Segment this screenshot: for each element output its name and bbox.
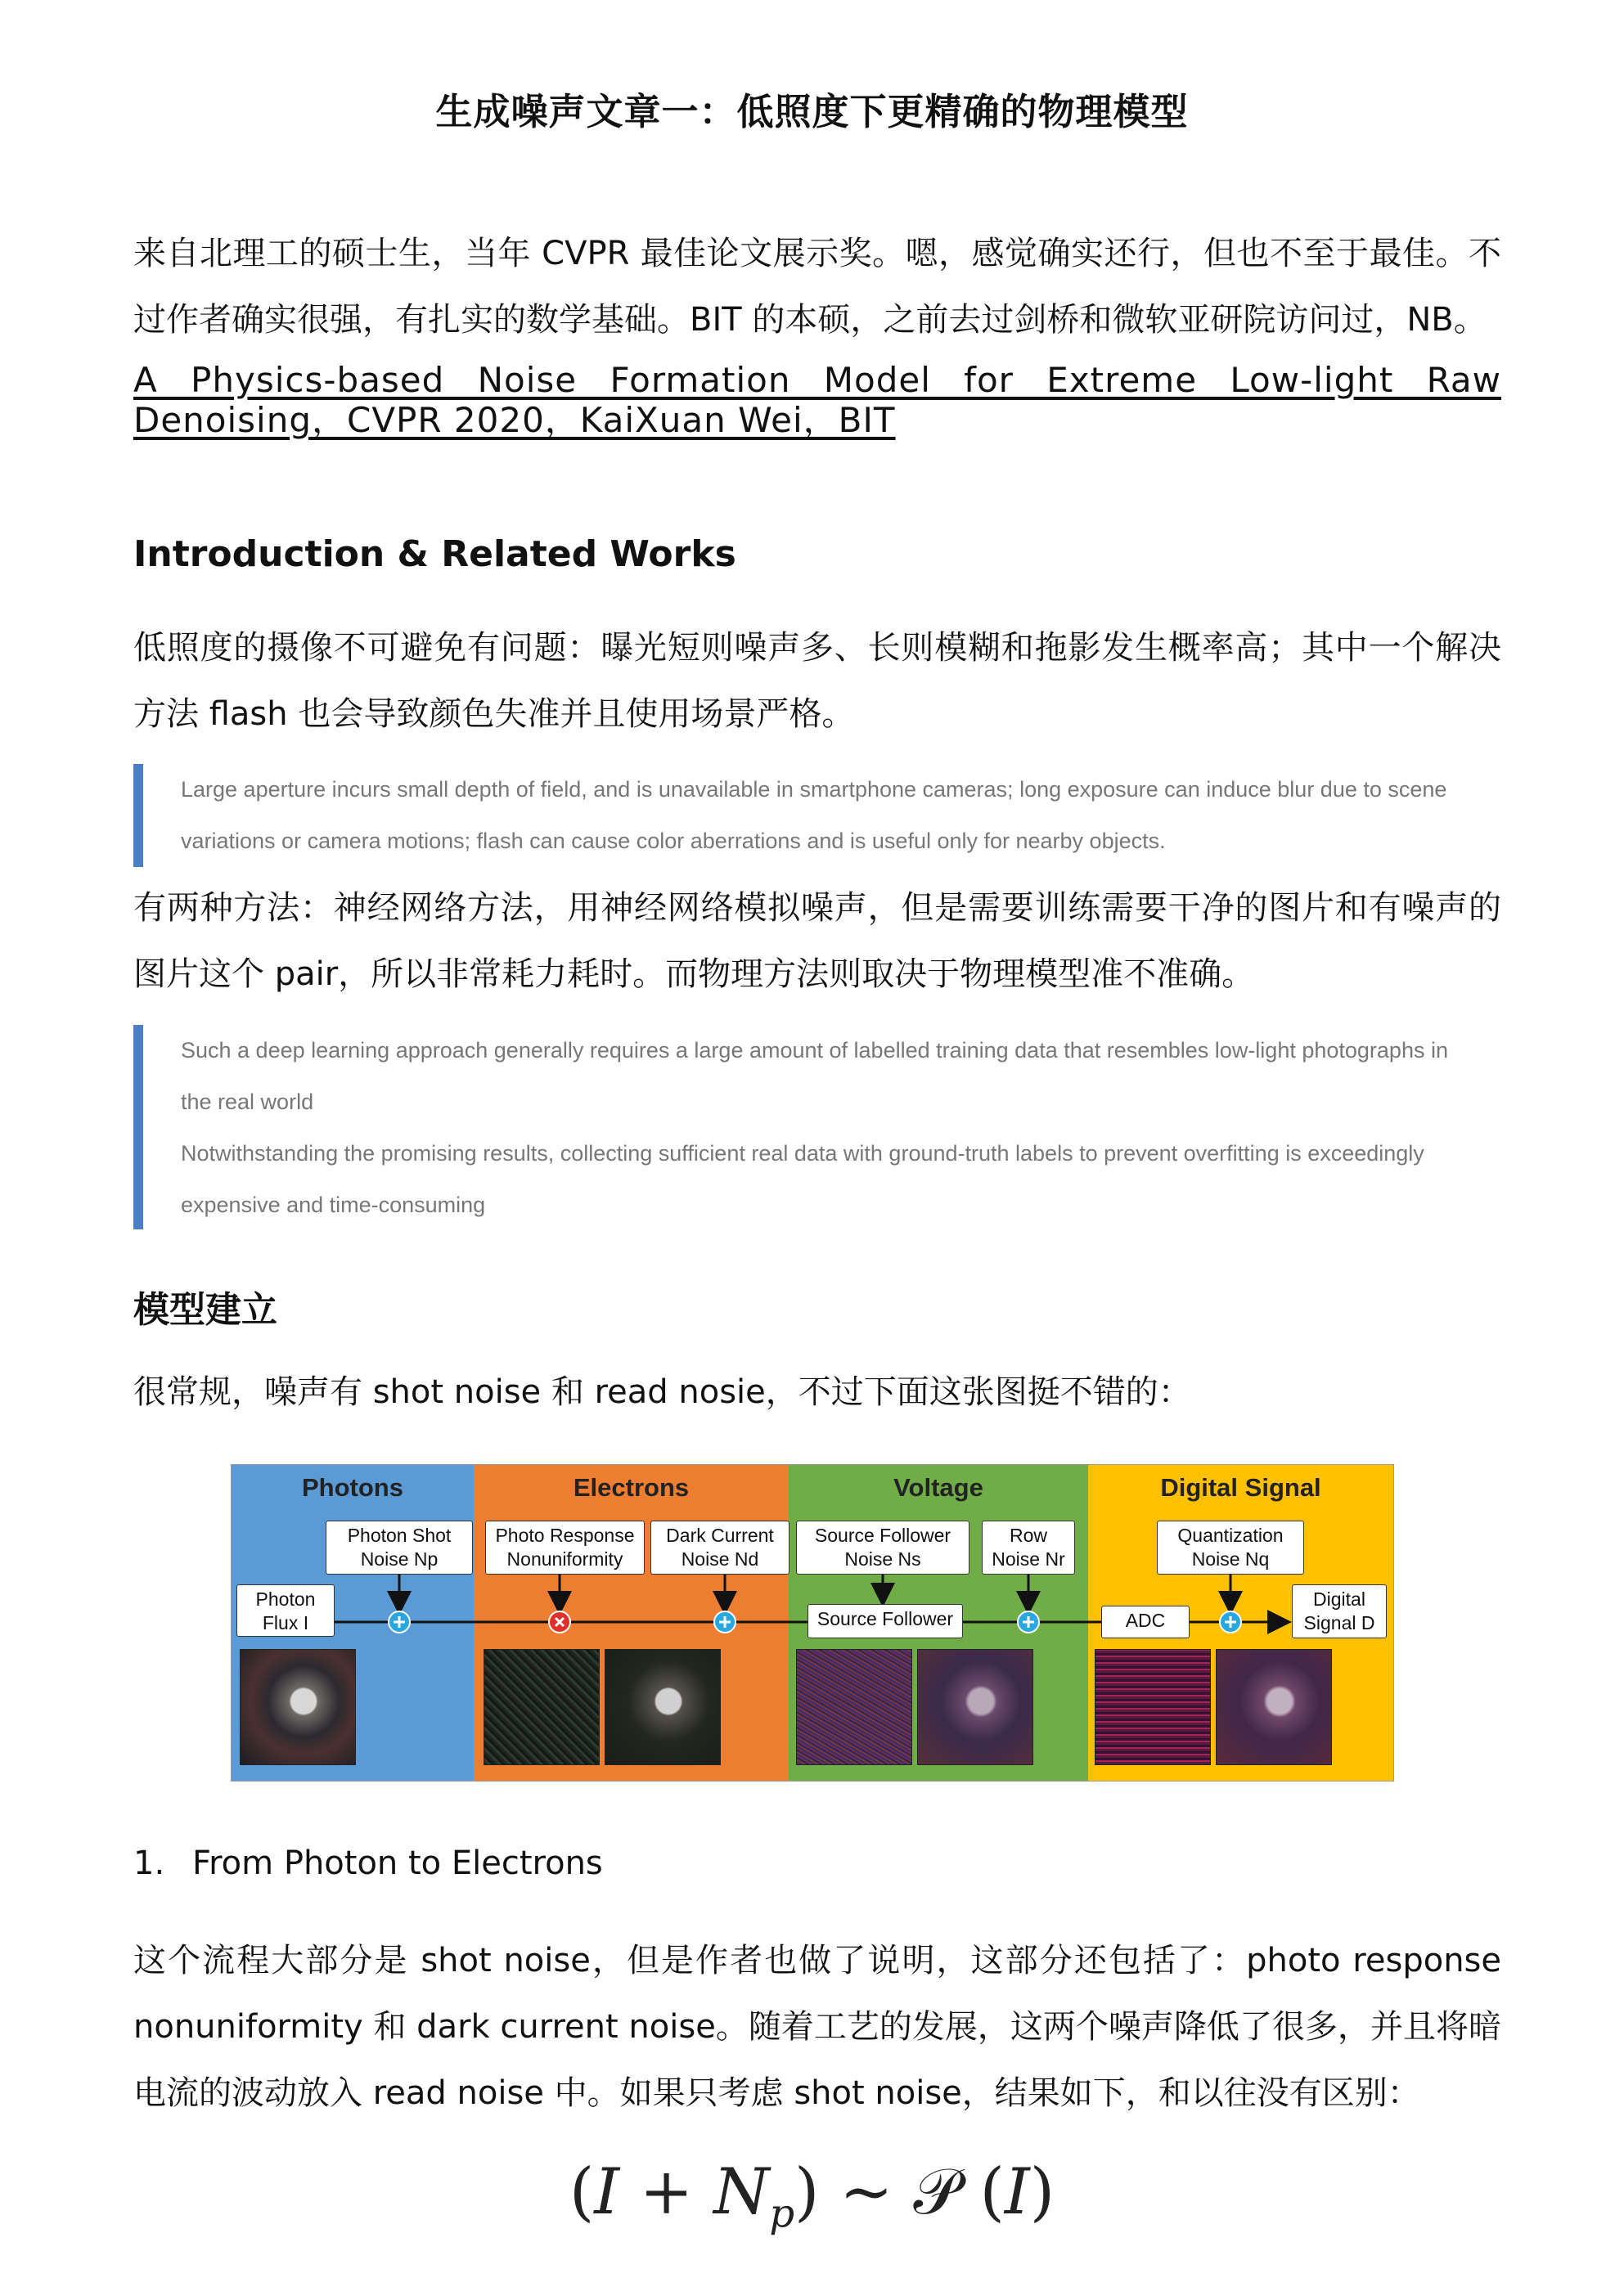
adc-box: ADC [1101,1606,1190,1638]
box-line: Photon [255,1588,316,1610]
box-line: Photon Shot [347,1525,452,1546]
digital-signal-box [1292,1584,1387,1638]
electron-sample-image-2 [605,1649,721,1765]
shot-noise-paragraph: 这个流程大部分是 shot noise，但是作者也做了说明，这部分还包括了：photo response nonuniformity 和 dark current noise。随着工艺的发展，这两个噪声降低了很多，并且将暗电流的波动放入 read noise 中。如果只考虑 shot noise，结果如下，和以往没有区别： [133,1942,1501,2112]
intro-problem-paragraph: 低照度的摄像不可避免有问题：曝光短则噪声多、长则模糊和拖影发生概率高；其中一个解决方法 flash 也会导致颜色失准并且使用场景严格。 [133,629,1501,733]
panel-title: Voltage [893,1473,983,1502]
shot-noise-formula: $(I + N_p)$ ~ 𝒫 (I) [569,2155,1055,2237]
model-intro-paragraph: 很常规，噪声有 shot noise 和 read nosie，不过下面这张图挺不错的： [133,1373,1191,1411]
quote-line: expensive and time-consuming [181,1193,486,1217]
paper-reference-link[interactable]: A Physics-based Noise Formation Model for Extreme Low-light Raw Denoising，CVPR 2020，KaiXuan Wei，BIT [133,360,1501,440]
quote-line: Such a deep learning approach generally requires a large amount of labelled training data that resembles low-light photographs in [181,1038,1448,1063]
plus-icon [389,1611,410,1633]
box-line: Noise Ns [844,1548,921,1570]
box-line: Dark Current [666,1525,774,1546]
box-line: Flux I [262,1612,309,1633]
quote-line: variations or camera motions; flash can cause color aberrations and is useful only for nearby objects. [181,829,1166,853]
box-line: Noise Nr [992,1548,1065,1570]
list-item [133,1844,603,1882]
row-noise-box [982,1521,1075,1575]
box-line: Signal D [1303,1612,1375,1633]
panel-title: Photons [302,1473,403,1502]
photon-sample-image [240,1649,356,1765]
dark-current-box [650,1521,790,1575]
document-title: 生成噪声文章一：低照度下更精确的物理模型 [435,90,1189,133]
box-line: Nonuniformity [506,1548,623,1570]
box-line: Noise Nq [1191,1548,1270,1570]
electron-sample-image-1 [484,1649,600,1765]
photon-flux-box [236,1584,335,1637]
box-line: Photo Response [495,1525,635,1546]
list-text: From Photon to Electrons [192,1844,603,1882]
plus-icon [714,1611,736,1633]
box-line: Source Follower [814,1525,951,1546]
box-line: Digital [1313,1588,1365,1610]
voltage-sample-image-1 [796,1649,912,1765]
methods-paragraph: 有两种方法：神经网络方法，用神经网络模拟噪声，但是需要训练需要干净的图片和有噪声的图片这个 pair，所以非常耗力耗时。而物理方法则取决于物理模型准不准确。 [133,889,1501,993]
panel-title: Electrons [573,1473,690,1502]
digital-sample-image-1 [1095,1649,1211,1765]
box-line: Row [1009,1525,1047,1546]
intro-paragraph: 来自北理工的硕士生，当年 CVPR 最佳论文展示奖。嗯，感觉确实还行，但也不至于最佳。不过作者确实很强，有扎实的数学基础。BIT 的本硕，之前去过剑桥和微软亚研院访问过，NB。 [133,235,1501,339]
box-line: Noise Nd [681,1548,759,1570]
quote-line: Large aperture incurs small depth of field, and is unavailable in smartphone cameras; long exposure can induce blur due to scene [181,777,1447,802]
list-number: 1. [133,1844,165,1882]
photon-shot-noise-box [326,1521,473,1575]
photo-response-box [485,1521,645,1575]
quantization-noise-box [1157,1521,1304,1575]
panel-title: Digital Signal [1160,1473,1321,1502]
section-heading-model: 模型建立 [133,1289,277,1331]
plus-icon [1018,1611,1039,1633]
plus-icon [1220,1611,1241,1633]
multiply-icon [549,1611,570,1633]
noise-formation-figure [231,1464,1394,1782]
box-line: Noise Np [360,1548,439,1570]
blockquote-low-light-problems [133,764,1501,867]
section-heading-introduction: Introduction & Related Works [133,533,736,575]
quote-line: the real world [181,1090,314,1114]
quote-line: Notwithstanding the promising results, collecting sufficient real data with ground-truth labels to prevent overfitting is exceedingly [181,1141,1424,1166]
box-line: Quantization [1177,1525,1284,1546]
source-follower-box: Source Follower [808,1604,963,1638]
digital-sample-image-2 [1216,1649,1332,1765]
voltage-sample-image-2 [917,1649,1033,1765]
source-follower-noise-box [796,1521,969,1575]
blockquote-deep-learning [133,1025,1501,1229]
